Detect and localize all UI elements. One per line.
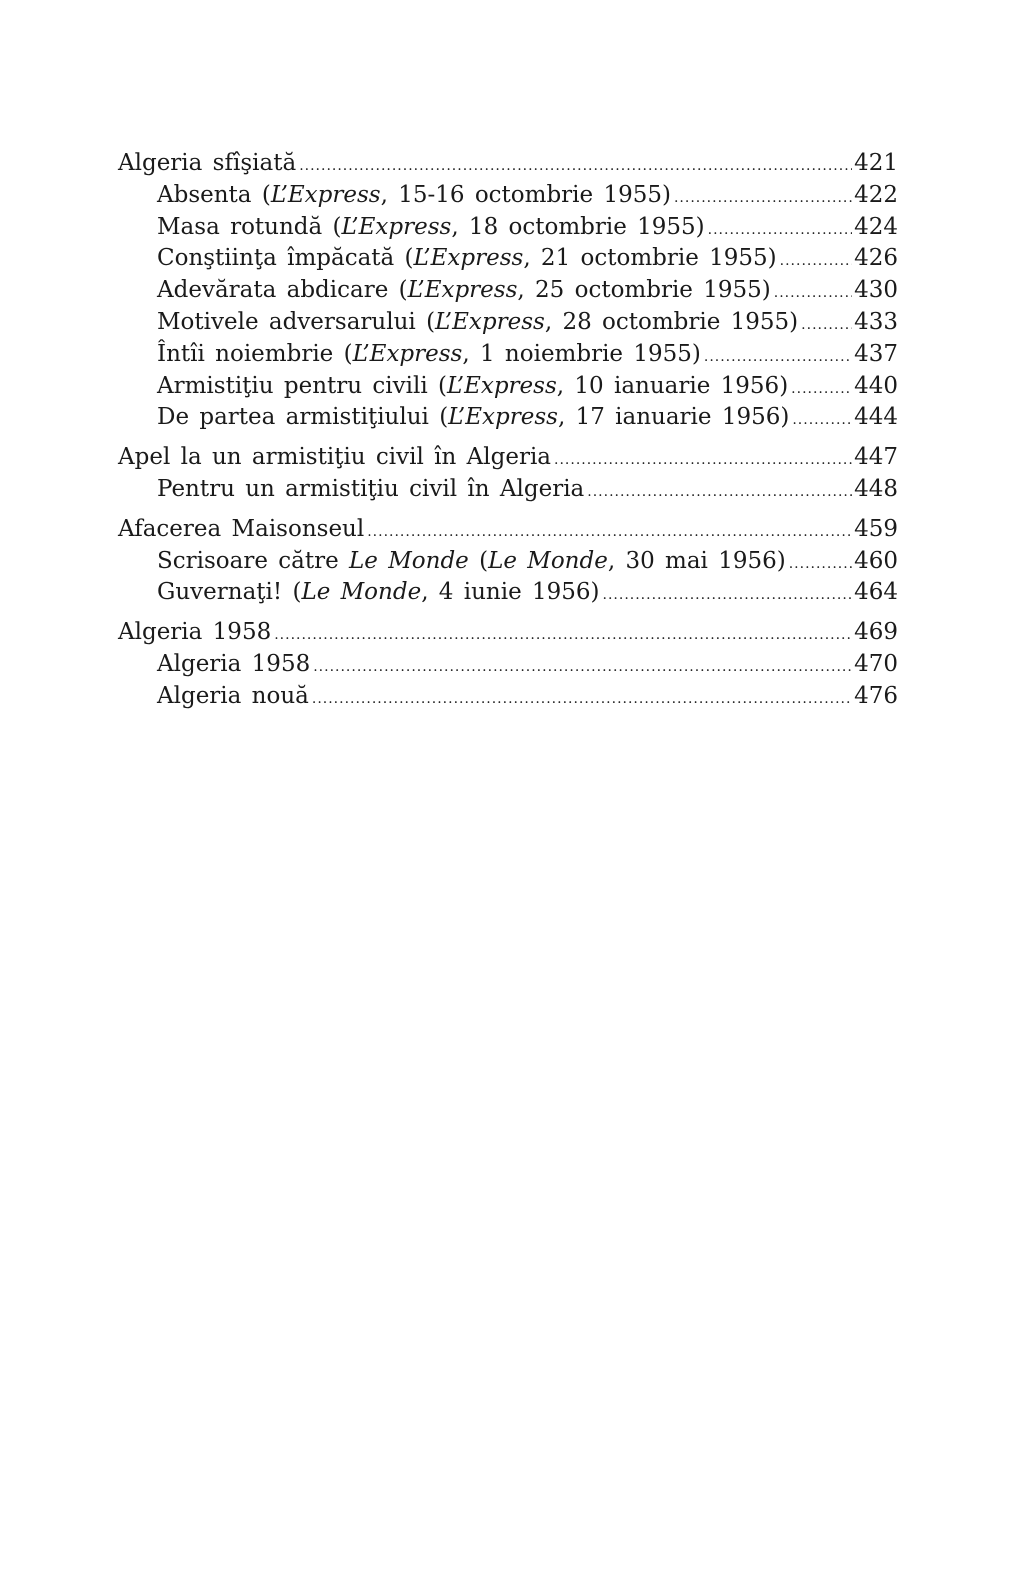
toc-entry	[118, 402, 898, 434]
toc-entry	[118, 275, 898, 307]
toc-entry-title: Armistiţiu pentru civili (L’Express, 10 ianuarie 1956)	[157, 372, 789, 399]
toc-entry	[118, 307, 898, 339]
toc-page-number: 464	[854, 579, 898, 606]
dot-leader	[274, 620, 852, 652]
dot-leader	[789, 549, 852, 581]
dot-leader	[780, 246, 852, 278]
toc-entry-title: Algeria 1958	[118, 619, 272, 646]
toc-entry-title: De partea armistiţiului (L’Express, 17 ianuarie 1956)	[157, 404, 790, 431]
toc-page-number: 470	[854, 650, 898, 677]
toc-entry-title: Întîi noiembrie (L’Express, 1 noiembrie 1955)	[157, 340, 701, 367]
toc-page-number: 444	[854, 404, 898, 431]
toc-entry	[118, 212, 898, 244]
toc-entry-title: Masa rotundă (L’Express, 18 octombrie 1955)	[157, 213, 705, 240]
toc-section	[118, 514, 898, 609]
toc-page-number: 421	[854, 150, 898, 176]
toc-section	[118, 617, 898, 712]
toc-entry	[118, 649, 898, 681]
dot-leader	[299, 151, 852, 183]
dot-leader	[791, 374, 852, 406]
toc-entry	[118, 371, 898, 403]
toc-section-heading	[118, 617, 898, 649]
toc-page-number: 460	[854, 547, 898, 574]
toc-entry-title: Guvernaţi! (Le Monde, 4 iunie 1956)	[157, 579, 600, 606]
toc-page-number: 459	[854, 515, 898, 542]
toc-entry-title: Scrisoare către Le Monde (Le Monde, 30 mai 1956)	[157, 547, 786, 574]
toc-entry-title: Algeria sfîşiată	[118, 150, 297, 176]
toc-page-number: 447	[854, 444, 898, 471]
toc-entry-title: Afacerea Maisonseul	[118, 515, 365, 542]
dot-leader	[801, 310, 852, 342]
toc-section-heading	[118, 514, 898, 546]
toc-page-number: 424	[854, 213, 898, 240]
toc-entry-title: Algeria nouă	[157, 682, 309, 709]
toc-entry-title: Apel la un armistiţiu civil în Algeria	[118, 444, 552, 471]
toc-entry	[118, 180, 898, 212]
toc-entry	[118, 339, 898, 371]
toc-entry	[118, 577, 898, 609]
toc-section-heading	[118, 148, 898, 180]
toc-page-number: 448	[854, 475, 898, 502]
toc-section	[118, 442, 898, 506]
toc-page-number: 430	[854, 277, 898, 304]
toc-entry	[118, 243, 898, 275]
toc-entry-title: Conştiinţa împăcată (L’Express, 21 octombrie 1955)	[157, 245, 777, 272]
dot-leader	[367, 517, 852, 549]
dot-leader	[708, 215, 852, 247]
dot-leader	[603, 580, 853, 612]
dot-leader	[587, 477, 852, 509]
toc-entry-title: Absenta (L’Express, 15-16 octombrie 1955)	[157, 181, 671, 208]
toc-entry-title: Motivele adversarului (L’Express, 28 octombrie 1955)	[157, 308, 799, 335]
toc-page-number: 433	[854, 308, 898, 335]
toc-section	[118, 148, 898, 434]
table-of-contents	[118, 148, 898, 721]
toc-entry-title: Algeria 1958	[157, 650, 311, 677]
dot-leader	[774, 278, 852, 310]
toc-page-number: 440	[854, 372, 898, 399]
dot-leader	[704, 342, 852, 374]
toc-section-heading	[118, 442, 898, 474]
dot-leader	[312, 684, 852, 716]
toc-entry	[118, 681, 898, 713]
toc-entry-title: Adevărata abdicare (L’Express, 25 octombrie 1955)	[157, 277, 771, 304]
dot-leader	[554, 445, 852, 477]
toc-page-number: 476	[854, 682, 898, 709]
toc-page-number: 422	[854, 181, 898, 208]
toc-entry	[118, 474, 898, 506]
toc-page-number: 469	[854, 619, 898, 646]
dot-leader	[792, 405, 852, 437]
toc-entry	[118, 546, 898, 578]
toc-entry-title: Pentru un armistiţiu civil în Algeria	[157, 475, 585, 502]
dot-leader	[674, 183, 852, 215]
toc-page-number: 437	[854, 340, 898, 367]
dot-leader	[313, 652, 852, 684]
toc-page-number: 426	[854, 245, 898, 272]
